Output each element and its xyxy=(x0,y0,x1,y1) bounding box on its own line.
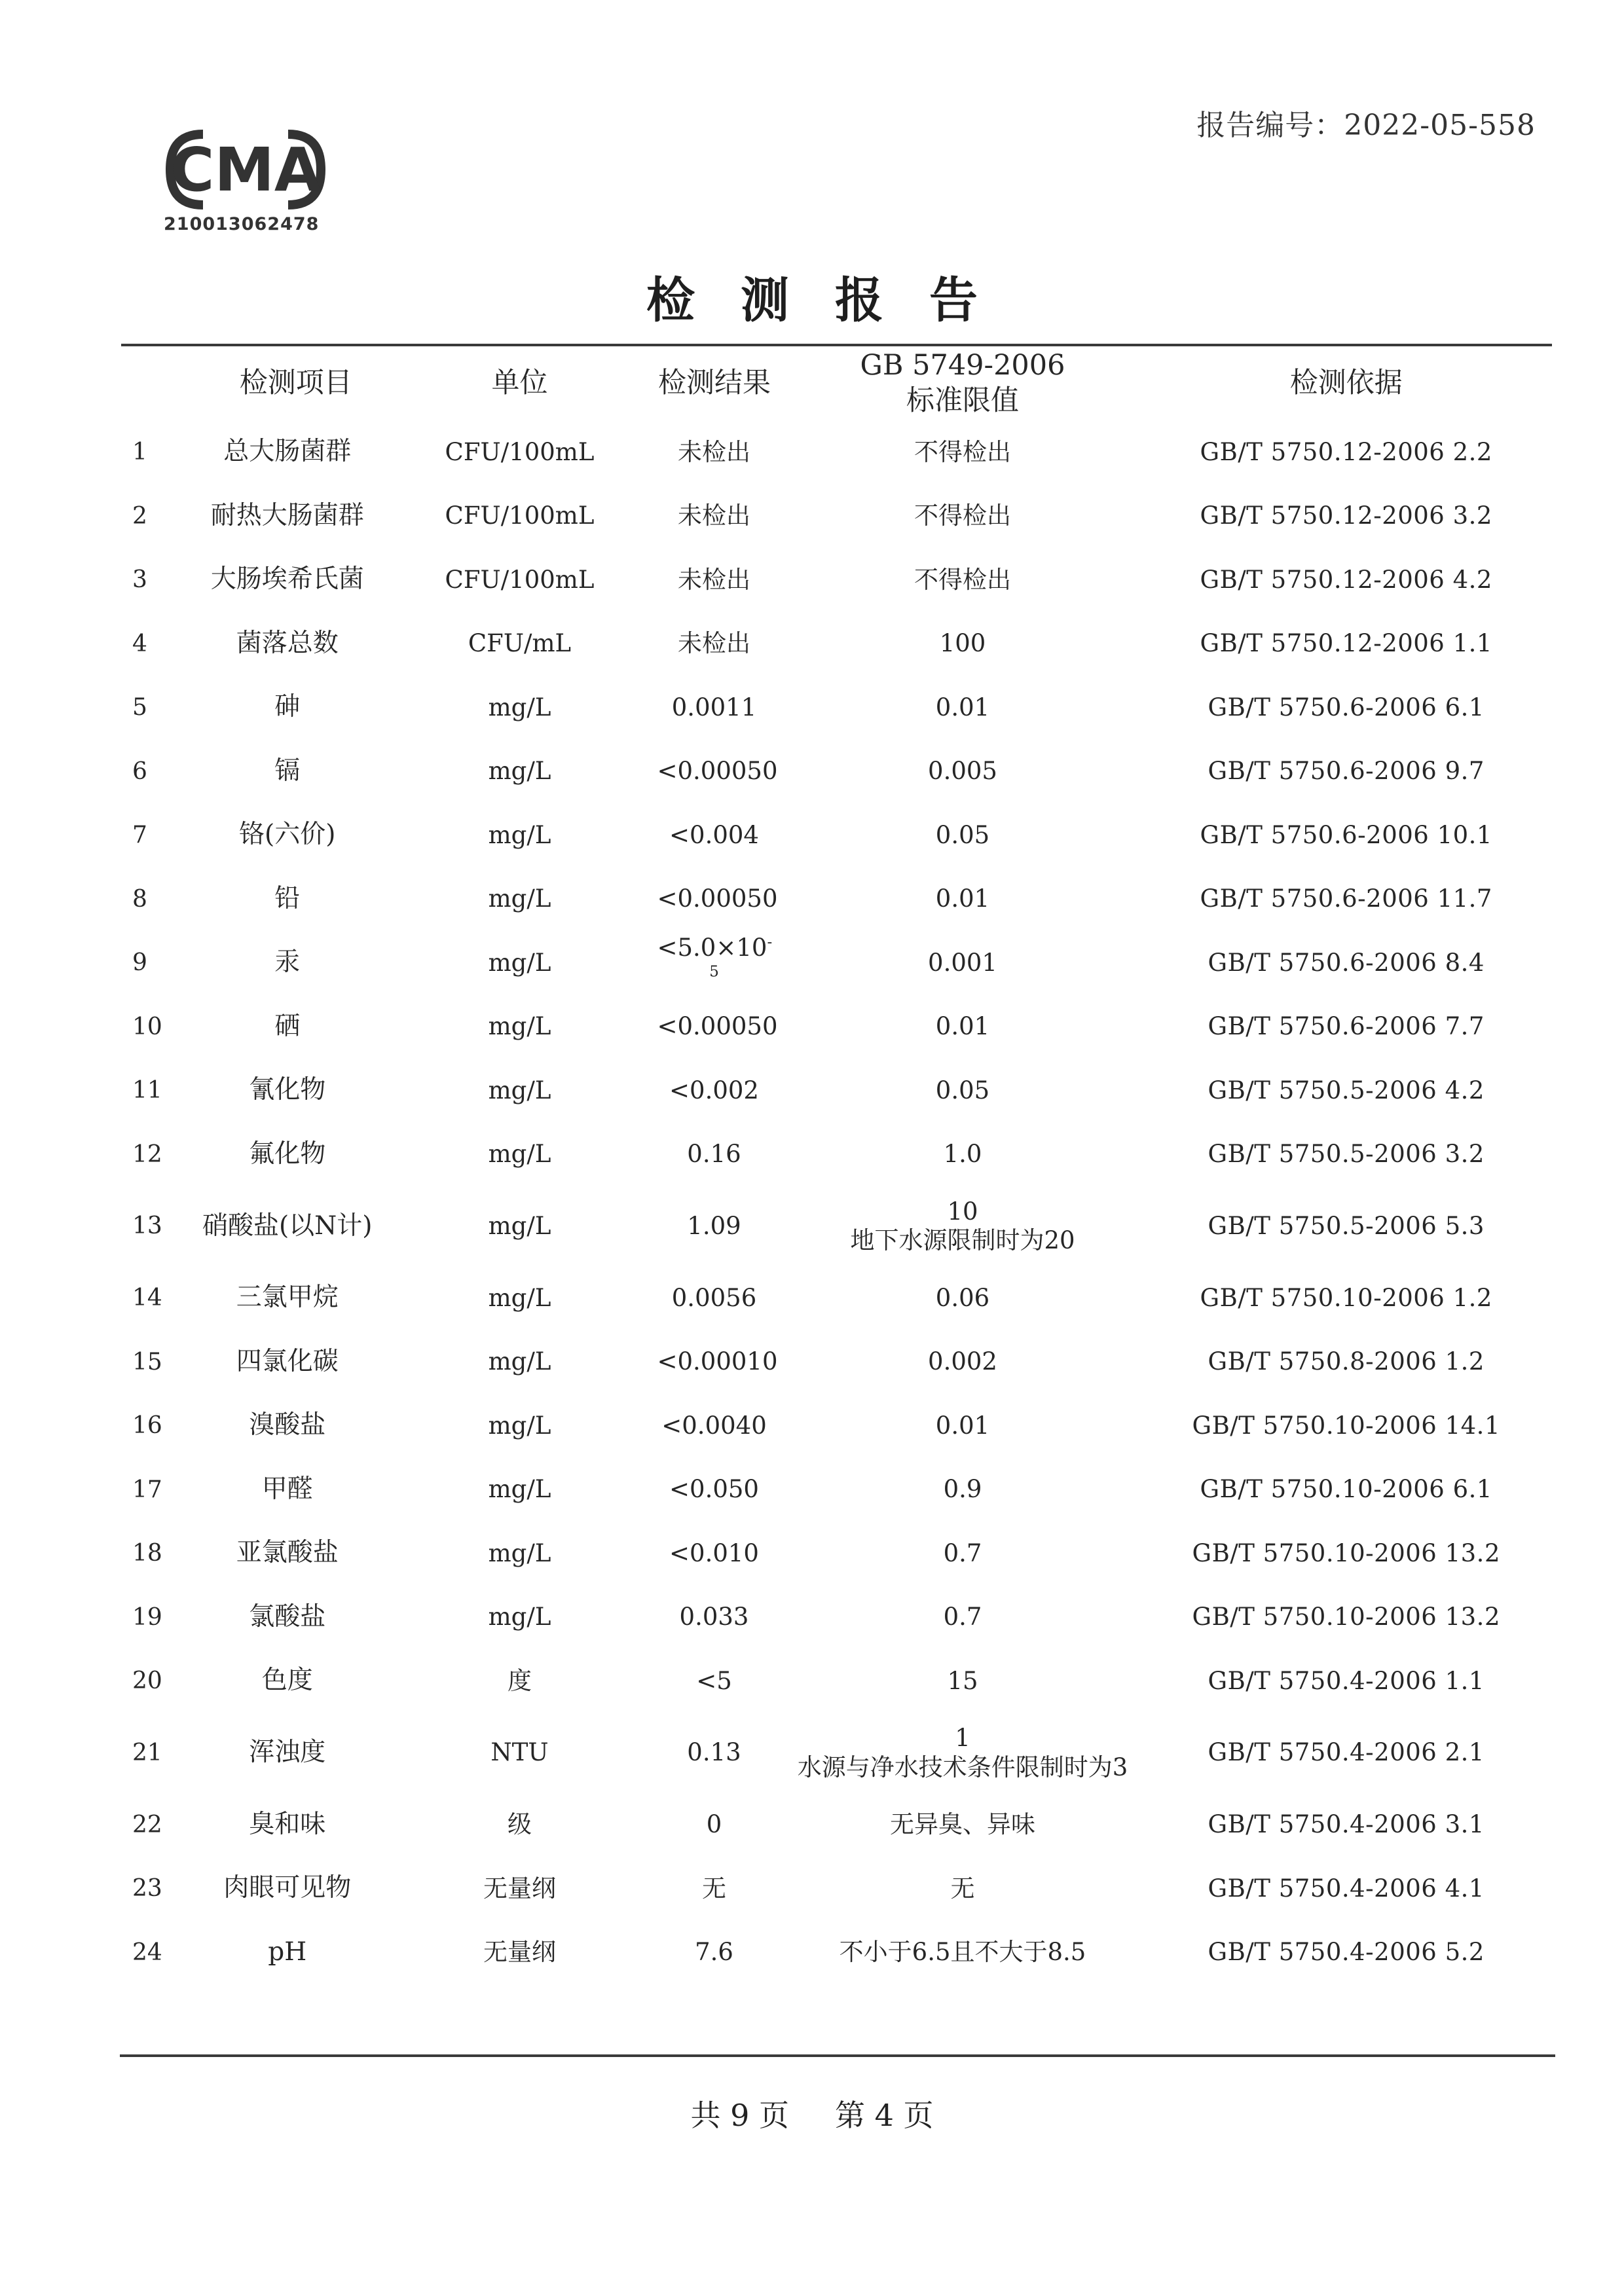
limit-cell xyxy=(772,1586,1154,1650)
limit-cell xyxy=(772,1522,1154,1586)
limit-cell xyxy=(772,1059,1154,1123)
result-cell: 0.0056 xyxy=(671,1283,757,1312)
unit-cell: CFU/100mL xyxy=(445,437,595,466)
limit-cell xyxy=(772,1921,1154,1985)
col-header-limit-line2: 标准限值 xyxy=(906,384,1019,417)
limit-value: 不得检出 xyxy=(914,437,1011,466)
result-cell: <0.00050 xyxy=(657,1012,778,1041)
limit-cell xyxy=(772,612,1154,676)
row-number: 22 xyxy=(132,1811,162,1838)
limit-cell xyxy=(772,1458,1154,1522)
page-footer xyxy=(0,2092,1624,2135)
item-name: 亚氯酸盐 xyxy=(236,1538,339,1568)
table-row xyxy=(98,1793,1539,1857)
row-number: 7 xyxy=(132,822,147,849)
basis-cell: GB/T 5750.12-2006 3.2 xyxy=(1200,501,1492,530)
limit-value: 0.01 xyxy=(935,1012,990,1041)
item-name: 镉 xyxy=(274,756,301,786)
basis-cell: GB/T 5750.5-2006 4.2 xyxy=(1208,1076,1485,1104)
limit-value: 0.005 xyxy=(928,757,997,786)
cma-mark-text: CMA xyxy=(170,135,322,205)
table-row xyxy=(98,1586,1539,1650)
basis-cell: GB/T 5750.6-2006 6.1 xyxy=(1208,693,1485,721)
table-row xyxy=(98,484,1539,549)
limit-note: 地下水源限制时为20 xyxy=(850,1226,1075,1254)
row-number: 24 xyxy=(132,1939,162,1966)
item-name: 浑浊度 xyxy=(249,1738,326,1768)
unit-cell: mg/L xyxy=(488,1140,551,1169)
unit-cell: mg/L xyxy=(488,884,551,913)
result-cell: <0.010 xyxy=(669,1539,759,1567)
unit-cell: mg/L xyxy=(488,693,551,721)
result-cell: <0.00050 xyxy=(657,884,778,913)
row-number: 19 xyxy=(132,1603,162,1631)
limit-cell xyxy=(772,1793,1154,1857)
basis-cell: GB/T 5750.4-2006 5.2 xyxy=(1208,1938,1485,1967)
row-number: 13 xyxy=(132,1212,162,1240)
item-name: 耐热大肠菌群 xyxy=(210,500,364,530)
limit-cell xyxy=(772,1266,1154,1330)
item-name: 铬(六价) xyxy=(239,820,336,850)
limit-value: 0.001 xyxy=(928,948,997,977)
limit-cell xyxy=(772,803,1154,867)
item-name: 甲醛 xyxy=(261,1474,313,1504)
col-header-basis: 检测依据 xyxy=(1289,367,1403,400)
item-name: 硒 xyxy=(274,1011,301,1041)
row-number: 21 xyxy=(132,1739,162,1766)
unit-cell: CFU/mL xyxy=(468,629,572,658)
result-exponent: -5 xyxy=(709,934,773,981)
basis-cell: GB/T 5750.6-2006 8.4 xyxy=(1208,948,1485,977)
limit-cell xyxy=(772,1713,1154,1793)
basis-cell: GB/T 5750.6-2006 9.7 xyxy=(1208,757,1485,786)
limit-cell xyxy=(772,995,1154,1059)
table-row xyxy=(98,931,1539,995)
result-cell: <0.004 xyxy=(669,820,759,849)
cma-number: 210013062478 xyxy=(164,214,320,234)
unit-cell: mg/L xyxy=(488,757,551,786)
result-cell: 0.033 xyxy=(679,1603,749,1631)
table-row xyxy=(98,1059,1539,1123)
table-row xyxy=(98,1330,1539,1394)
result-cell: <0.00010 xyxy=(657,1347,778,1376)
table-row xyxy=(98,867,1539,932)
row-number: 23 xyxy=(132,1875,162,1903)
limit-cell xyxy=(772,867,1154,932)
table-header-row xyxy=(98,347,1539,420)
table-row xyxy=(98,1713,1539,1793)
result-cell: <0.0040 xyxy=(661,1411,767,1440)
item-name: 铅 xyxy=(274,883,301,913)
current-page: 第 4 页 xyxy=(835,2098,934,2133)
basis-cell: GB/T 5750.5-2006 5.3 xyxy=(1208,1211,1485,1240)
basis-cell: GB/T 5750.10-2006 13.2 xyxy=(1192,1539,1500,1567)
limit-value: 100 xyxy=(939,629,986,658)
row-number: 18 xyxy=(132,1540,162,1567)
basis-cell: GB/T 5750.10-2006 13.2 xyxy=(1192,1603,1500,1631)
table-row xyxy=(98,1123,1539,1187)
basis-cell: GB/T 5750.10-2006 6.1 xyxy=(1200,1475,1492,1504)
result-cell: <0.002 xyxy=(669,1076,759,1104)
table-row xyxy=(98,1266,1539,1330)
row-number: 1 xyxy=(132,439,147,466)
table-row xyxy=(98,612,1539,676)
result-cell xyxy=(657,931,772,995)
results-table xyxy=(98,347,1539,1984)
result-cell: 未检出 xyxy=(678,437,750,466)
basis-cell: GB/T 5750.12-2006 4.2 xyxy=(1200,565,1492,594)
cma-seal-icon xyxy=(164,128,327,211)
basis-cell: GB/T 5750.4-2006 2.1 xyxy=(1208,1738,1485,1767)
table-row xyxy=(98,1921,1539,1985)
limit-value: 1.0 xyxy=(943,1140,982,1169)
item-name: 肉眼可见物 xyxy=(223,1873,352,1903)
limit-value: 0.01 xyxy=(935,1411,990,1440)
item-name: 砷 xyxy=(274,692,301,722)
table-row xyxy=(98,548,1539,612)
basis-cell: GB/T 5750.10-2006 1.2 xyxy=(1200,1283,1492,1312)
col-header-result: 检测结果 xyxy=(658,367,771,400)
limit-value: 不得检出 xyxy=(914,565,1011,594)
report-number: 报告编号：2022-05-558 xyxy=(1196,109,1536,142)
limit-cell xyxy=(772,548,1154,612)
col-header-item: 检测项目 xyxy=(239,367,352,400)
total-pages: 共 9 页 xyxy=(690,2098,789,2133)
item-name: 菌落总数 xyxy=(236,628,339,658)
basis-cell: GB/T 5750.12-2006 1.1 xyxy=(1200,629,1492,658)
basis-cell: GB/T 5750.4-2006 1.1 xyxy=(1208,1666,1485,1695)
limit-value: 不小于6.5且不大于8.5 xyxy=(839,1938,1086,1967)
row-number: 16 xyxy=(132,1412,162,1440)
limit-value: 0.01 xyxy=(935,884,990,913)
limit-value: 0.01 xyxy=(935,693,990,721)
result-cell: <5 xyxy=(696,1666,732,1695)
unit-cell: mg/L xyxy=(488,1411,551,1440)
result-cell: 未检出 xyxy=(678,565,750,594)
page-title: 检测报告 xyxy=(646,272,1024,329)
item-name: 四氯化碳 xyxy=(236,1346,339,1376)
result-cell: 1.09 xyxy=(687,1211,741,1240)
row-number: 9 xyxy=(132,949,147,977)
result-cell: 7.6 xyxy=(695,1938,733,1967)
item-name: 溴酸盐 xyxy=(249,1410,326,1440)
limit-cell xyxy=(772,1649,1154,1713)
row-number: 17 xyxy=(132,1476,162,1503)
table-row xyxy=(98,995,1539,1059)
row-number: 4 xyxy=(132,630,147,657)
unit-cell: 无量纲 xyxy=(483,1874,556,1903)
basis-cell: GB/T 5750.4-2006 3.1 xyxy=(1208,1810,1485,1839)
table-row xyxy=(98,740,1539,804)
unit-cell: mg/L xyxy=(488,948,551,977)
basis-cell: GB/T 5750.10-2006 14.1 xyxy=(1192,1411,1500,1440)
limit-value: 10 xyxy=(947,1197,978,1226)
row-number: 12 xyxy=(132,1140,162,1168)
cma-logo xyxy=(164,128,327,234)
table-row xyxy=(98,1186,1539,1266)
limit-cell xyxy=(772,1394,1154,1458)
result-cell: <0.00050 xyxy=(657,757,778,786)
basis-cell: GB/T 5750.4-2006 4.1 xyxy=(1208,1874,1485,1903)
limit-value: 0.05 xyxy=(935,820,990,849)
limit-value: 无 xyxy=(950,1874,975,1903)
limit-cell xyxy=(772,1186,1154,1266)
unit-cell: mg/L xyxy=(488,820,551,849)
limit-value: 0.7 xyxy=(943,1539,982,1567)
item-name: 氰化物 xyxy=(249,1075,326,1105)
row-number: 14 xyxy=(132,1285,162,1312)
limit-value: 0.05 xyxy=(935,1076,990,1104)
table-row xyxy=(98,1458,1539,1522)
row-number: 10 xyxy=(132,1013,162,1040)
limit-cell xyxy=(772,1330,1154,1394)
item-name: 三氯甲烷 xyxy=(236,1283,339,1313)
result-cell: 未检出 xyxy=(678,629,750,658)
result-cell: 未检出 xyxy=(678,501,750,530)
limit-value: 0.9 xyxy=(943,1475,982,1504)
result-cell: 0.13 xyxy=(687,1738,741,1767)
table-body xyxy=(98,420,1539,1984)
item-name: 色度 xyxy=(261,1666,313,1696)
result-cell: 0.0011 xyxy=(671,693,757,721)
item-name: 总大肠菌群 xyxy=(223,437,352,467)
basis-cell: GB/T 5750.12-2006 2.2 xyxy=(1200,437,1492,466)
limit-cell xyxy=(772,484,1154,549)
unit-cell: CFU/100mL xyxy=(445,565,595,594)
unit-cell: 级 xyxy=(507,1810,532,1839)
limit-note: 水源与净水技术条件限制时为3 xyxy=(797,1753,1128,1781)
unit-cell: mg/L xyxy=(488,1211,551,1240)
result-base: <5.0×10 xyxy=(657,934,767,962)
col-header-unit: 单位 xyxy=(491,367,548,400)
limit-cell xyxy=(772,931,1154,995)
table-row xyxy=(98,676,1539,740)
unit-cell: mg/L xyxy=(488,1603,551,1631)
row-number: 6 xyxy=(132,757,147,785)
basis-cell: GB/T 5750.6-2006 10.1 xyxy=(1200,820,1492,849)
bottom-divider xyxy=(120,2054,1555,2057)
table-row xyxy=(98,1857,1539,1921)
unit-cell: mg/L xyxy=(488,1539,551,1567)
row-number: 8 xyxy=(132,885,147,913)
unit-cell: mg/L xyxy=(488,1475,551,1504)
basis-cell: GB/T 5750.6-2006 7.7 xyxy=(1208,1012,1485,1041)
table-row xyxy=(98,803,1539,867)
limit-value: 0.7 xyxy=(943,1603,982,1631)
limit-cell xyxy=(772,676,1154,740)
row-number: 3 xyxy=(132,566,147,594)
unit-cell: mg/L xyxy=(488,1076,551,1104)
unit-cell: mg/L xyxy=(488,1347,551,1376)
item-name: 氟化物 xyxy=(249,1139,326,1169)
col-header-limit xyxy=(772,347,1154,420)
item-name: 臭和味 xyxy=(249,1809,326,1839)
row-number: 20 xyxy=(132,1667,162,1695)
unit-cell: NTU xyxy=(490,1738,549,1767)
result-cell: 0 xyxy=(706,1810,722,1839)
basis-cell: GB/T 5750.5-2006 3.2 xyxy=(1208,1140,1485,1169)
limit-value: 0.06 xyxy=(935,1283,990,1312)
table-row xyxy=(98,1522,1539,1586)
limit-value: 不得检出 xyxy=(914,501,1011,530)
limit-cell xyxy=(772,740,1154,804)
row-number: 15 xyxy=(132,1348,162,1376)
limit-value: 无异臭、异味 xyxy=(890,1810,1035,1839)
item-name: 氯酸盐 xyxy=(249,1601,326,1631)
limit-value: 1 xyxy=(955,1724,970,1753)
basis-cell: GB/T 5750.8-2006 1.2 xyxy=(1208,1347,1485,1376)
limit-value: 15 xyxy=(947,1666,978,1695)
unit-cell: 无量纲 xyxy=(483,1938,556,1967)
limit-cell xyxy=(772,1857,1154,1921)
row-number: 11 xyxy=(132,1077,162,1104)
result-cell: 0.16 xyxy=(687,1140,741,1169)
limit-cell xyxy=(772,420,1154,484)
item-name: 硝酸盐(以N计) xyxy=(202,1211,373,1241)
result-cell: <0.050 xyxy=(669,1475,759,1504)
limit-cell xyxy=(772,1123,1154,1187)
col-header-limit-line1: GB 5749-2006 xyxy=(860,349,1065,382)
table-row xyxy=(98,420,1539,484)
result-cell: 无 xyxy=(702,1874,726,1903)
item-name: pH xyxy=(268,1937,307,1967)
row-number: 5 xyxy=(132,694,147,721)
table-row xyxy=(98,1394,1539,1458)
unit-cell: mg/L xyxy=(488,1283,551,1312)
table-row xyxy=(98,1649,1539,1713)
unit-cell: 度 xyxy=(507,1666,532,1695)
row-number: 2 xyxy=(132,502,147,530)
item-name: 汞 xyxy=(274,947,301,977)
unit-cell: mg/L xyxy=(488,1012,551,1041)
unit-cell: CFU/100mL xyxy=(445,501,595,530)
top-divider xyxy=(121,344,1552,346)
basis-cell: GB/T 5750.6-2006 11.7 xyxy=(1200,884,1492,913)
limit-value: 0.002 xyxy=(928,1347,997,1376)
item-name: 大肠埃希氏菌 xyxy=(210,564,364,594)
